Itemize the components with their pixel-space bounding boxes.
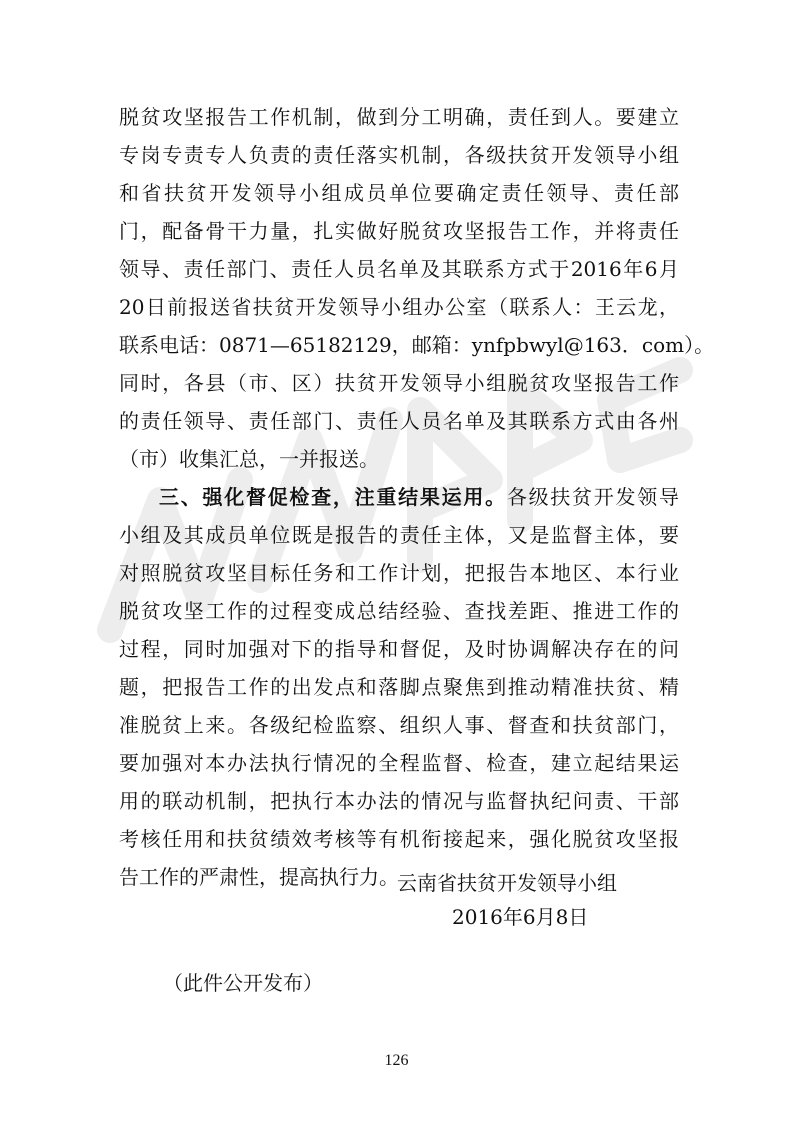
signature-org: 云南省扶贫开发领导小组 [397,871,617,895]
text-line: 准脱贫上来。各级纪检监察、组织人事、督查和扶贫部门， [119,713,679,737]
text-line: 脱贫攻坚报告工作机制，做到分工明确，责任到人。要建立 [119,105,679,129]
text-line: （市）收集汇总，一并报送。 [119,447,379,471]
publication-note: （此件公开发布） [163,971,323,995]
text-line: 和省扶贫开发领导小组成员单位要确定责任领导、责任部 [119,181,679,205]
text-span: 各级扶贫开发领导 [506,485,680,509]
text-line: 领导、责任部门、责任人员名单及其联系方式于2016年6月 [119,257,679,281]
text-line: 脱贫攻坚工作的过程变成总结经验、查找差距、推进工作的 [119,599,679,623]
text-line: 门，配备骨干力量，扎实做好脱贫攻坚报告工作，并将责任 [119,219,679,243]
section-heading: 三、强化督促检查，注重结果运用。 [159,485,507,509]
text-line: 专岗专责专人负责的责任落实机制，各级扶贫开发领导小组 [119,143,679,167]
section-heading-line [119,478,679,516]
page-number: 126 [384,1052,409,1069]
text-line: 要加强对本办法执行情况的全程监督、检查，建立起结果运 [119,751,679,775]
text-line: 小组及其成员单位既是报告的责任主体，又是监督主体，要 [119,523,679,547]
text-line: 题，把报告工作的出发点和落脚点聚焦到推动精准扶贫、精 [119,675,679,699]
text-line: 的责任领导、责任部门、责任人员名单及其联系方式由各州 [119,409,679,433]
text-line: 过程，同时加强对下的指导和督促，及时协调解决存在的问 [119,637,679,661]
text-line: 告工作的严肃性，提高执行力。 [119,865,399,889]
text-line: 20日前报送省扶贫开发领导小组办公室（联系人：王云龙， [119,295,679,319]
text-line: 考核任用和扶贫绩效考核等有机衔接起来，强化脱贫攻坚报 [119,827,679,851]
text-line: 用的联动机制，把执行本办法的情况与监督执纪问责、干部 [119,789,679,813]
text-line: 联系电话：0871—65182129，邮箱：ynfpbwyl@163．com）。 [119,333,715,357]
text-line: 同时，各县（市、区）扶贫开发领导小组脱贫攻坚报告工作 [119,371,679,395]
text-line: 对照脱贫攻坚目标任务和工作计划，把报告本地区、本行业 [119,561,679,585]
signature-date: 2016年6月8日 [452,905,589,929]
